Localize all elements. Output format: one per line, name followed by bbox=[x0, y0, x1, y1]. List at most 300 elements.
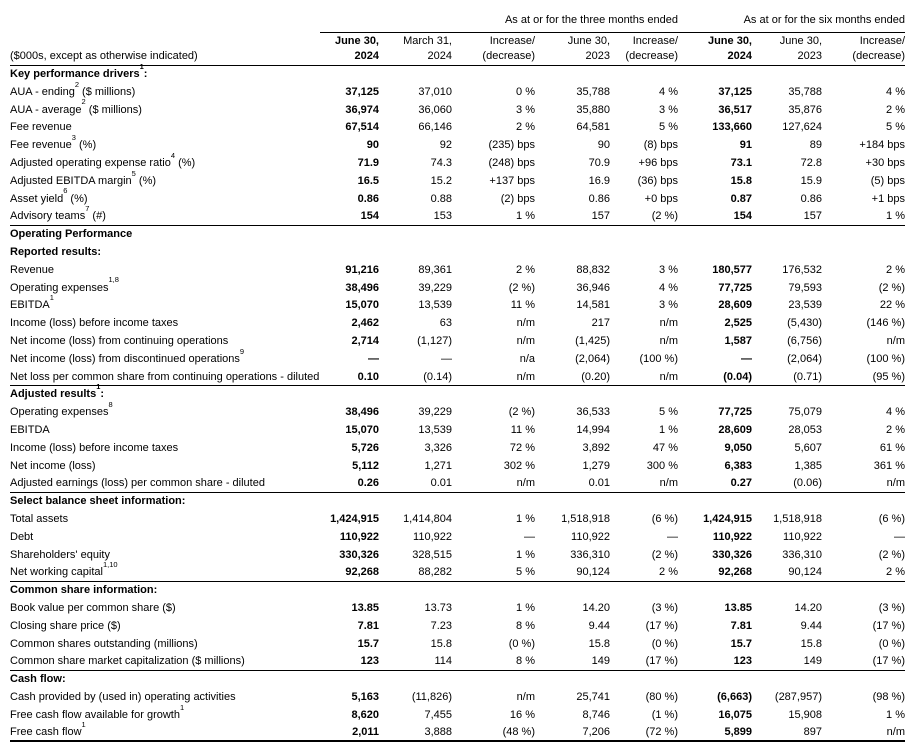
cell-value: 35,788 bbox=[576, 85, 610, 98]
footnote-marker: 2 bbox=[74, 79, 79, 89]
column-header: 2023 bbox=[585, 50, 610, 62]
cell-value: 361 % bbox=[873, 459, 905, 472]
cell-value: 66,146 bbox=[418, 121, 452, 134]
cell-value: 1,271 bbox=[424, 459, 452, 472]
cell-value: 0.01 bbox=[430, 477, 452, 490]
footnote-marker: 1 bbox=[81, 720, 86, 730]
row-label: Income (loss) before income taxes bbox=[10, 317, 179, 330]
table-row bbox=[10, 97, 905, 120]
row-label: Book value per common share ($) bbox=[10, 601, 176, 614]
cell-value: +137 bps bbox=[489, 174, 535, 187]
cell-value: (2 %) bbox=[508, 281, 535, 294]
row-label: Cash flow: bbox=[10, 673, 66, 686]
cell-value: n/m bbox=[516, 317, 535, 330]
cell-value: 2 % bbox=[886, 103, 905, 116]
cell-value: 176,532 bbox=[782, 263, 822, 276]
cell-value: 2 % bbox=[516, 263, 535, 276]
cell-value: 7.23 bbox=[430, 619, 452, 632]
cell-value: 92 bbox=[439, 139, 452, 152]
cell-value: 110,922 bbox=[339, 530, 379, 543]
cell-value: 9,050 bbox=[724, 441, 752, 454]
cell-value: 2 % bbox=[886, 566, 905, 579]
footnote-marker: 3 bbox=[71, 133, 76, 143]
cell-value: (5,430) bbox=[787, 317, 822, 330]
cell-value: (36) bps bbox=[637, 174, 678, 187]
section-header-row bbox=[10, 61, 905, 84]
cell-value: 13.85 bbox=[351, 601, 379, 614]
cell-value: 2,714 bbox=[351, 334, 379, 347]
column-header-row-1 bbox=[10, 33, 905, 48]
cell-value: 3,888 bbox=[424, 726, 452, 739]
cell-value: 0.87 bbox=[730, 192, 752, 205]
cell-value: 90,124 bbox=[576, 566, 610, 579]
table-row bbox=[10, 440, 905, 458]
cell-value: 1,518,918 bbox=[773, 512, 822, 525]
table-row bbox=[10, 618, 905, 636]
cell-value: 38,496 bbox=[345, 281, 379, 294]
cell-value: 74.3 bbox=[430, 156, 452, 169]
cell-value: (17 %) bbox=[645, 619, 678, 632]
cell-value: (48 %) bbox=[502, 726, 535, 739]
row-label: Adjusted EBITDA margin$^5$ (%) bbox=[10, 168, 157, 187]
cell-value: (2 %) bbox=[878, 548, 905, 561]
cell-value: (146 %) bbox=[866, 317, 905, 330]
cell-value: (0.06) bbox=[793, 477, 822, 490]
cell-value: (3 %) bbox=[878, 601, 905, 614]
cell-value: 154 bbox=[733, 210, 752, 223]
cell-value: 3 % bbox=[659, 263, 678, 276]
cell-value: 1,385 bbox=[794, 459, 822, 472]
cell-value: (0 %) bbox=[651, 637, 678, 650]
cell-value: 217 bbox=[591, 317, 610, 330]
cell-value: 3 % bbox=[516, 103, 535, 116]
cell-value: (2 %) bbox=[878, 281, 905, 294]
cell-value: (1,127) bbox=[417, 334, 452, 347]
section-header-row bbox=[10, 493, 905, 511]
cell-value: 5,899 bbox=[724, 726, 752, 739]
cell-value: (3 %) bbox=[651, 601, 678, 614]
cell-value: 1 % bbox=[516, 548, 535, 561]
table-row bbox=[10, 133, 905, 155]
cell-value: (0.04) bbox=[723, 370, 752, 383]
cell-value: 1,424,915 bbox=[703, 512, 752, 525]
cell-value: 23,539 bbox=[788, 299, 822, 312]
cell-value: 15,908 bbox=[788, 708, 822, 721]
column-header: June 30, bbox=[779, 35, 822, 47]
cell-value: +184 bps bbox=[859, 139, 905, 152]
row-label: Fee revenue$^3$ (%) bbox=[10, 133, 97, 152]
footnote-marker: 1 bbox=[139, 61, 144, 71]
cell-value: 88,832 bbox=[576, 263, 610, 276]
cell-value: 2 % bbox=[886, 423, 905, 436]
cell-value: 110,922 bbox=[413, 530, 452, 543]
cell-value: 4 % bbox=[659, 281, 678, 294]
row-label: Advisory teams$^7$ (#) bbox=[10, 204, 106, 223]
cell-value: 5 % bbox=[516, 566, 535, 579]
cell-value: n/m bbox=[516, 477, 535, 490]
row-label: Key performance drivers$^1$: bbox=[10, 61, 148, 80]
cell-value: 110,922 bbox=[712, 530, 752, 543]
table-row bbox=[10, 511, 905, 529]
cell-value: n/m bbox=[886, 477, 905, 490]
cell-value: 149 bbox=[803, 655, 822, 668]
cell-value: 2 % bbox=[886, 263, 905, 276]
cell-value: 28,053 bbox=[788, 423, 822, 436]
footnote-marker: 5 bbox=[131, 168, 136, 178]
cell-value: 16,075 bbox=[718, 708, 752, 721]
row-label: Operating Performance bbox=[10, 228, 133, 241]
cell-value: 0.86 bbox=[800, 192, 822, 205]
cell-value: 15.7 bbox=[357, 637, 379, 650]
row-label: Free cash flow$^1$ bbox=[10, 720, 86, 739]
cell-value: 154 bbox=[360, 210, 379, 223]
cell-value: (17 %) bbox=[872, 655, 905, 668]
section-header-row bbox=[10, 582, 905, 600]
row-label: Asset yield$^6$ (%) bbox=[10, 186, 88, 205]
cell-value: 336,310 bbox=[782, 548, 822, 561]
table-row bbox=[10, 262, 905, 280]
cell-value: (5) bps bbox=[870, 174, 905, 187]
cell-value: 88,282 bbox=[418, 566, 452, 579]
cell-value: (72 %) bbox=[645, 726, 678, 739]
cell-value: 3 % bbox=[659, 299, 678, 312]
cell-value: 9.44 bbox=[588, 619, 610, 632]
column-header: June 30, bbox=[334, 35, 379, 47]
cell-value: 15.8 bbox=[588, 637, 610, 650]
cell-value: 28,609 bbox=[718, 299, 752, 312]
section-header-row bbox=[10, 382, 905, 404]
row-label: EBITDA$^1$ bbox=[10, 293, 54, 312]
cell-value: 153 bbox=[433, 210, 452, 223]
cell-value: 2,525 bbox=[724, 317, 752, 330]
footnote-marker: 7 bbox=[85, 204, 90, 214]
cell-value: 5 % bbox=[886, 121, 905, 134]
cell-value: 897 bbox=[803, 726, 822, 739]
cell-value: 0.86 bbox=[588, 192, 610, 205]
column-header: June 30, bbox=[567, 35, 610, 47]
cell-value: (2) bps bbox=[500, 192, 535, 205]
table-row bbox=[10, 119, 905, 137]
table-row bbox=[10, 720, 905, 742]
row-label: AUA - average$^2$ ($ millions) bbox=[10, 97, 142, 116]
cell-value: (6 %) bbox=[878, 512, 905, 525]
row-label: Income (loss) before income taxes bbox=[10, 441, 179, 454]
cell-value: 39,229 bbox=[418, 406, 452, 419]
cell-value: (248) bps bbox=[488, 156, 535, 169]
cell-value: 5 % bbox=[659, 406, 678, 419]
column-header: (decrease) bbox=[625, 50, 678, 62]
cell-value: +1 bps bbox=[871, 192, 905, 205]
cell-value: 1,424,915 bbox=[330, 512, 379, 525]
cell-value: 7.81 bbox=[357, 619, 379, 632]
footnote-marker: 1 bbox=[179, 702, 185, 712]
cell-value: 37,010 bbox=[418, 85, 452, 98]
cell-value: 91 bbox=[739, 139, 752, 152]
cell-value: 3,326 bbox=[424, 441, 452, 454]
cell-value: 16.5 bbox=[357, 174, 379, 187]
cell-value: 90 bbox=[366, 139, 379, 152]
footnote-marker: 1 bbox=[49, 293, 54, 303]
column-header: June 30, bbox=[707, 35, 752, 47]
table-row bbox=[10, 653, 905, 671]
cell-value: 25,741 bbox=[576, 690, 610, 703]
row-label: Operating expenses$^{1,8}$ bbox=[10, 275, 119, 294]
row-label: Free cash flow available for growth$^1$ bbox=[10, 702, 185, 721]
table-row bbox=[10, 560, 905, 582]
cell-value: 8 % bbox=[516, 655, 535, 668]
section-header-row bbox=[10, 671, 905, 689]
cell-value: 37,125 bbox=[718, 85, 752, 98]
cell-value: 302 % bbox=[503, 459, 535, 472]
cell-value: 8 % bbox=[516, 619, 535, 632]
cell-value: 13,539 bbox=[418, 423, 452, 436]
cell-value: 123 bbox=[360, 655, 379, 668]
cell-value: (0.14) bbox=[423, 370, 452, 383]
cell-value: 38,496 bbox=[345, 406, 379, 419]
cell-value: 71.9 bbox=[357, 156, 379, 169]
cell-value: (1 %) bbox=[651, 708, 678, 721]
cell-value: n/m bbox=[516, 334, 535, 347]
row-label: Reported results: bbox=[10, 245, 102, 258]
table-row bbox=[10, 458, 905, 476]
table-row bbox=[10, 168, 905, 191]
cell-value: 1,414,804 bbox=[403, 512, 452, 525]
cell-value: 36,974 bbox=[345, 103, 379, 116]
row-label: Select balance sheet information: bbox=[10, 495, 186, 508]
cell-value: 77,725 bbox=[718, 281, 752, 294]
column-header: Increase/ bbox=[489, 35, 535, 47]
cell-value: 36,533 bbox=[576, 406, 610, 419]
cell-value: 123 bbox=[733, 655, 752, 668]
cell-value: 2 % bbox=[516, 121, 535, 134]
cell-value: — bbox=[741, 352, 752, 365]
table-row bbox=[10, 636, 905, 654]
footnote-marker: 1,8 bbox=[108, 275, 119, 285]
cell-value: 14.20 bbox=[794, 601, 822, 614]
cell-value: 35,876 bbox=[788, 103, 822, 116]
cell-value: 15.9 bbox=[800, 174, 822, 187]
table-row bbox=[10, 689, 905, 707]
column-header: March 31, bbox=[403, 35, 452, 47]
period-spanner-row bbox=[10, 6, 905, 33]
column-header: Increase/ bbox=[632, 35, 678, 47]
cell-value: (6 %) bbox=[651, 512, 678, 525]
period-spanners bbox=[320, 8, 905, 33]
cell-value: 28,609 bbox=[718, 423, 752, 436]
cell-value: (2 %) bbox=[651, 210, 678, 223]
unit-note: ($000s, except as otherwise indicated) bbox=[10, 50, 198, 62]
row-label: Net income (loss) from discontinued operations$^9$ bbox=[10, 346, 245, 365]
cell-value: 330,326 bbox=[339, 548, 379, 561]
column-header-row-2 bbox=[10, 48, 905, 65]
cell-value: +30 bps bbox=[865, 156, 905, 169]
column-header: 2024 bbox=[354, 50, 379, 62]
cell-value: 0.86 bbox=[357, 192, 379, 205]
cell-value: 0.27 bbox=[730, 477, 752, 490]
cell-value: 1 % bbox=[659, 423, 678, 436]
cell-value: n/m bbox=[516, 370, 535, 383]
cell-value: 16 % bbox=[509, 708, 535, 721]
cell-value: (17 %) bbox=[645, 655, 678, 668]
cell-value: 4 % bbox=[886, 85, 905, 98]
cell-value: n/m bbox=[659, 370, 678, 383]
cell-value: 1 % bbox=[886, 708, 905, 721]
table-row bbox=[10, 150, 905, 173]
cell-value: 1,518,918 bbox=[561, 512, 610, 525]
cell-value: 15.8 bbox=[730, 174, 752, 187]
cell-value: (8) bps bbox=[643, 139, 678, 152]
cell-value: 70.9 bbox=[588, 156, 610, 169]
table-row bbox=[10, 333, 905, 351]
cell-value: 1 % bbox=[516, 210, 535, 223]
cell-value: 8,620 bbox=[351, 708, 379, 721]
cell-value: (2,064) bbox=[575, 352, 610, 365]
cell-value: 79,593 bbox=[788, 281, 822, 294]
table-header bbox=[10, 6, 905, 66]
cell-value: 7.81 bbox=[730, 619, 752, 632]
cell-value: 90,124 bbox=[788, 566, 822, 579]
cell-value: 0 % bbox=[516, 85, 535, 98]
cell-value: 15.8 bbox=[430, 637, 452, 650]
cell-value: 1,587 bbox=[724, 334, 752, 347]
cell-value: 127,624 bbox=[782, 121, 822, 134]
cell-value: (235) bps bbox=[488, 139, 535, 152]
cell-value: 35,788 bbox=[788, 85, 822, 98]
cell-value: (6,663) bbox=[717, 690, 752, 703]
cell-value: 3 % bbox=[659, 103, 678, 116]
footnote-marker: 1,10 bbox=[102, 560, 118, 570]
cell-value: 3,892 bbox=[582, 441, 610, 454]
cell-value: — bbox=[368, 352, 379, 365]
cell-value: — bbox=[894, 530, 905, 543]
table-row bbox=[10, 293, 905, 315]
row-label: Closing share price ($) bbox=[10, 619, 121, 632]
row-label: AUA - ending$^2$ ($ millions) bbox=[10, 79, 136, 98]
cell-value: (95 %) bbox=[872, 370, 905, 383]
table-row bbox=[10, 422, 905, 440]
section-header-row bbox=[10, 226, 905, 244]
cell-value: 15.2 bbox=[430, 174, 452, 187]
cell-value: 72.8 bbox=[800, 156, 822, 169]
row-label: Operating expenses$^8$ bbox=[10, 399, 113, 419]
cell-value: 16.9 bbox=[588, 174, 610, 187]
cell-value: 73.1 bbox=[730, 156, 752, 169]
cell-value: 157 bbox=[803, 210, 822, 223]
cell-value: (6,756) bbox=[787, 334, 822, 347]
cell-value: (0 %) bbox=[878, 637, 905, 650]
footnote-marker: 8 bbox=[108, 399, 113, 409]
column-header: 2024 bbox=[727, 50, 752, 62]
cell-value: 9.44 bbox=[800, 619, 822, 632]
cell-value: 330,326 bbox=[712, 548, 752, 561]
cell-value: 300 % bbox=[646, 459, 678, 472]
cell-value: 36,060 bbox=[418, 103, 452, 116]
cell-value: 4 % bbox=[659, 85, 678, 98]
cell-value: 67,514 bbox=[345, 121, 379, 134]
row-label: Cash provided by (used in) operating activities bbox=[10, 690, 236, 703]
cell-value: 89,361 bbox=[418, 263, 452, 276]
column-header: 2024 bbox=[427, 50, 452, 62]
cell-value: n/m bbox=[659, 334, 678, 347]
cell-value: (100 %) bbox=[866, 352, 905, 365]
cell-value: 14,581 bbox=[576, 299, 610, 312]
cell-value: 7,206 bbox=[582, 726, 610, 739]
footnote-marker: 9 bbox=[239, 346, 245, 356]
cell-value: n/a bbox=[519, 352, 535, 365]
cell-value: +0 bps bbox=[644, 192, 678, 205]
cell-value: (17 %) bbox=[872, 619, 905, 632]
cell-value: 149 bbox=[591, 655, 610, 668]
cell-value: 5,163 bbox=[351, 690, 379, 703]
cell-value: 5,726 bbox=[351, 441, 379, 454]
three-months-spanner: As at or for the three months ended bbox=[504, 14, 678, 26]
table-row bbox=[10, 600, 905, 618]
row-label: Fee revenue bbox=[10, 121, 72, 134]
cell-value: 13,539 bbox=[418, 299, 452, 312]
table-row bbox=[10, 702, 905, 725]
table-row bbox=[10, 529, 905, 547]
cell-value: 63 bbox=[439, 317, 452, 330]
table-row bbox=[10, 369, 905, 387]
cell-value: (287,957) bbox=[774, 690, 822, 703]
cell-value: 14.20 bbox=[582, 601, 610, 614]
cell-value: 110,922 bbox=[571, 530, 610, 543]
cell-value: 328,515 bbox=[412, 548, 452, 561]
footnote-marker: 6 bbox=[63, 186, 68, 196]
column-header: 2023 bbox=[797, 50, 822, 62]
cell-value: 36,946 bbox=[576, 281, 610, 294]
table-row bbox=[10, 475, 905, 493]
cell-value: — bbox=[524, 530, 535, 543]
cell-value: (2 %) bbox=[651, 548, 678, 561]
cell-value: 336,310 bbox=[570, 548, 610, 561]
cell-value: (1,425) bbox=[575, 334, 610, 347]
cell-value: 36,517 bbox=[718, 103, 752, 116]
row-label: Net loss per common share from continuing operations - diluted bbox=[10, 370, 320, 383]
column-header: (decrease) bbox=[482, 50, 535, 62]
cell-value: 0.26 bbox=[357, 477, 379, 490]
cell-value: 64,581 bbox=[576, 121, 610, 134]
cell-value: 37,125 bbox=[345, 85, 379, 98]
cell-value: 61 % bbox=[879, 441, 905, 454]
table-row bbox=[10, 346, 905, 369]
row-label: Common share information: bbox=[10, 584, 158, 597]
cell-value: 114 bbox=[434, 655, 452, 668]
row-label: Adjusted earnings (loss) per common share - diluted bbox=[10, 477, 265, 490]
row-label: Revenue bbox=[10, 263, 55, 276]
cell-value: n/m bbox=[516, 690, 535, 703]
cell-value: 90 bbox=[597, 139, 610, 152]
row-label: Shareholders' equity bbox=[10, 548, 110, 561]
cell-value: 72 % bbox=[509, 441, 535, 454]
cell-value: 180,577 bbox=[712, 263, 752, 276]
table-row bbox=[10, 399, 905, 422]
cell-value: 77,725 bbox=[718, 406, 752, 419]
column-header: Increase/ bbox=[859, 35, 905, 47]
cell-value: 92,268 bbox=[345, 566, 379, 579]
cell-value: — bbox=[667, 530, 678, 543]
footnote-marker: 1 bbox=[96, 382, 101, 392]
cell-value: 89 bbox=[809, 139, 822, 152]
cell-value: 15,070 bbox=[345, 423, 379, 436]
cell-value: 11 % bbox=[510, 423, 535, 436]
cell-value: 11 % bbox=[510, 299, 535, 312]
cell-value: +96 bps bbox=[638, 156, 678, 169]
row-label: Net income (loss) bbox=[10, 459, 96, 472]
table-row bbox=[10, 315, 905, 333]
cell-value: 15,070 bbox=[345, 299, 379, 312]
cell-value: 15.8 bbox=[800, 637, 822, 650]
